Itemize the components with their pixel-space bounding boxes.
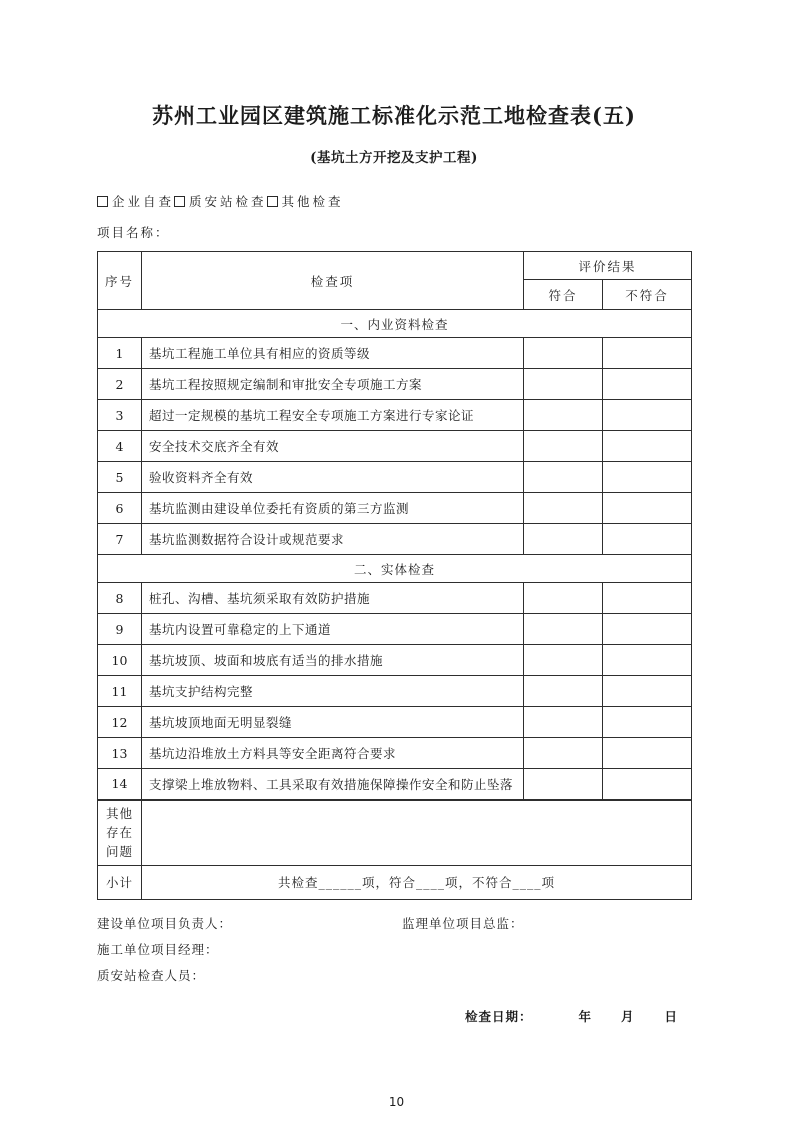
pass-cell[interactable] <box>524 431 603 462</box>
row-number: 3 <box>98 400 142 431</box>
table-row <box>98 338 692 369</box>
fail-cell[interactable] <box>603 400 692 431</box>
page-number: 10 <box>388 1095 405 1109</box>
fail-cell[interactable] <box>603 431 692 462</box>
row-check-item: 基坑工程按照规定编制和审批安全专项施工方案 <box>142 369 524 400</box>
fail-cell[interactable] <box>603 583 692 614</box>
column-header-pass: 符合 <box>524 280 603 310</box>
section-header-physical-check <box>98 555 692 583</box>
row-number: 9 <box>98 614 142 645</box>
other-issues-input-area[interactable] <box>142 800 692 866</box>
sig-contractor-manager-label: 施工单位项目经理： <box>97 941 219 957</box>
table-row <box>98 431 692 462</box>
fail-cell[interactable] <box>603 707 692 738</box>
pass-cell[interactable] <box>524 493 603 524</box>
table-row <box>98 583 692 614</box>
check-type-line <box>97 192 691 210</box>
inspection-date-line <box>465 1007 691 1025</box>
row-number: 14 <box>98 769 142 800</box>
sig-construction-owner-label: 建设单位项目负责人： <box>97 915 233 931</box>
pass-cell[interactable] <box>524 400 603 431</box>
fail-cell[interactable] <box>603 462 692 493</box>
inspection-table <box>97 251 692 900</box>
pass-cell[interactable] <box>524 583 603 614</box>
column-header-seq: 序号 <box>98 252 142 310</box>
row-number: 2 <box>98 369 142 400</box>
date-month-label: 月 <box>621 1008 635 1024</box>
section-title: 一、内业资料检查 <box>98 310 692 338</box>
fail-cell[interactable] <box>603 493 692 524</box>
fail-cell[interactable] <box>603 614 692 645</box>
row-check-item: 基坑坡顶地面无明显裂缝 <box>142 707 524 738</box>
fail-cell[interactable] <box>603 676 692 707</box>
fail-cell[interactable] <box>603 369 692 400</box>
pass-cell[interactable] <box>524 645 603 676</box>
table-row <box>98 493 692 524</box>
fail-cell[interactable] <box>603 738 692 769</box>
fail-cell[interactable] <box>603 524 692 555</box>
date-day-label: 日 <box>664 1008 679 1024</box>
table-row <box>98 400 692 431</box>
checkbox-icon[interactable] <box>267 196 278 207</box>
column-header-result: 评价结果 <box>524 252 692 280</box>
pass-cell[interactable] <box>524 524 603 555</box>
row-check-item: 验收资料齐全有效 <box>142 462 524 493</box>
pass-cell[interactable] <box>524 676 603 707</box>
row-number: 7 <box>98 524 142 555</box>
row-number: 13 <box>98 738 142 769</box>
pass-cell[interactable] <box>524 369 603 400</box>
table-row <box>98 769 692 800</box>
fail-cell[interactable] <box>603 645 692 676</box>
signature-block <box>97 911 691 989</box>
pass-cell[interactable] <box>524 707 603 738</box>
page-subtitle: (基坑土方开挖及支护工程) <box>310 150 478 166</box>
checkbox-icon[interactable] <box>97 196 108 207</box>
fail-cell[interactable] <box>603 338 692 369</box>
check-type-label-enterprise: 企业自查 <box>112 194 175 209</box>
pass-cell[interactable] <box>524 614 603 645</box>
table-row <box>98 369 692 400</box>
table-row <box>98 645 692 676</box>
row-number: 5 <box>98 462 142 493</box>
row-check-item: 基坑边沿堆放土方料具等安全距离符合要求 <box>142 738 524 769</box>
table-row <box>98 614 692 645</box>
project-name-label: 项目名称： <box>97 225 170 240</box>
section-title: 二、实体检查 <box>98 555 692 583</box>
date-year-label: 年 <box>578 1008 593 1024</box>
sig-supervision-director-label: 监理单位项目总监： <box>402 915 524 931</box>
row-number: 4 <box>98 431 142 462</box>
row-number: 6 <box>98 493 142 524</box>
table-row <box>98 676 692 707</box>
table-row <box>98 462 692 493</box>
check-type-label-quality-station: 质安站检查 <box>189 194 267 209</box>
row-check-item: 基坑工程施工单位具有相应的资质等级 <box>142 338 524 369</box>
fail-cell[interactable] <box>603 769 692 800</box>
subtotal-summary: 共检查______项，符合____项，不符合____项 <box>142 865 692 899</box>
row-check-item: 基坑内设置可靠稳定的上下通道 <box>142 614 524 645</box>
row-check-item: 基坑监测数据符合设计或规范要求 <box>142 524 524 555</box>
checkbox-icon[interactable] <box>174 196 185 207</box>
row-check-item: 安全技术交底齐全有效 <box>142 431 524 462</box>
pass-cell[interactable] <box>524 738 603 769</box>
row-check-item: 支撑梁上堆放物料、工具采取有效措施保障操作安全和防止坠落 <box>142 769 524 800</box>
pass-cell[interactable] <box>524 338 603 369</box>
row-check-item: 桩孔、沟槽、基坑须采取有效防护措施 <box>142 583 524 614</box>
row-check-item: 基坑支护结构完整 <box>142 676 524 707</box>
subtotal-row <box>98 865 692 899</box>
pass-cell[interactable] <box>524 462 603 493</box>
row-number: 12 <box>98 707 142 738</box>
row-number: 11 <box>98 676 142 707</box>
inspection-date-label: 检查日期： <box>465 1008 533 1024</box>
other-issues-label: 其他存在问题 <box>98 800 142 866</box>
table-header-row-1 <box>98 252 692 280</box>
pass-cell[interactable] <box>524 769 603 800</box>
table-row <box>98 738 692 769</box>
column-header-fail: 不符合 <box>603 280 692 310</box>
subtotal-label: 小计 <box>98 865 142 899</box>
row-number: 10 <box>98 645 142 676</box>
column-header-item: 检查项 <box>142 252 524 310</box>
sig-quality-station-inspector-label: 质安站检查人员： <box>97 967 206 983</box>
row-check-item: 基坑监测由建设单位委托有资质的第三方监测 <box>142 493 524 524</box>
row-number: 1 <box>98 338 142 369</box>
other-issues-row <box>98 800 692 866</box>
row-check-item: 基坑坡顶、坡面和坡底有适当的排水措施 <box>142 645 524 676</box>
section-header-office-docs <box>98 310 692 338</box>
check-type-label-other: 其他检查 <box>281 194 344 209</box>
row-number: 8 <box>98 583 142 614</box>
table-row <box>98 524 692 555</box>
table-row <box>98 707 692 738</box>
page-title: 苏州工业园区建筑施工标准化示范工地检查表(五) <box>152 103 636 128</box>
row-check-item: 超过一定规模的基坑工程安全专项施工方案进行专家论证 <box>142 400 524 431</box>
